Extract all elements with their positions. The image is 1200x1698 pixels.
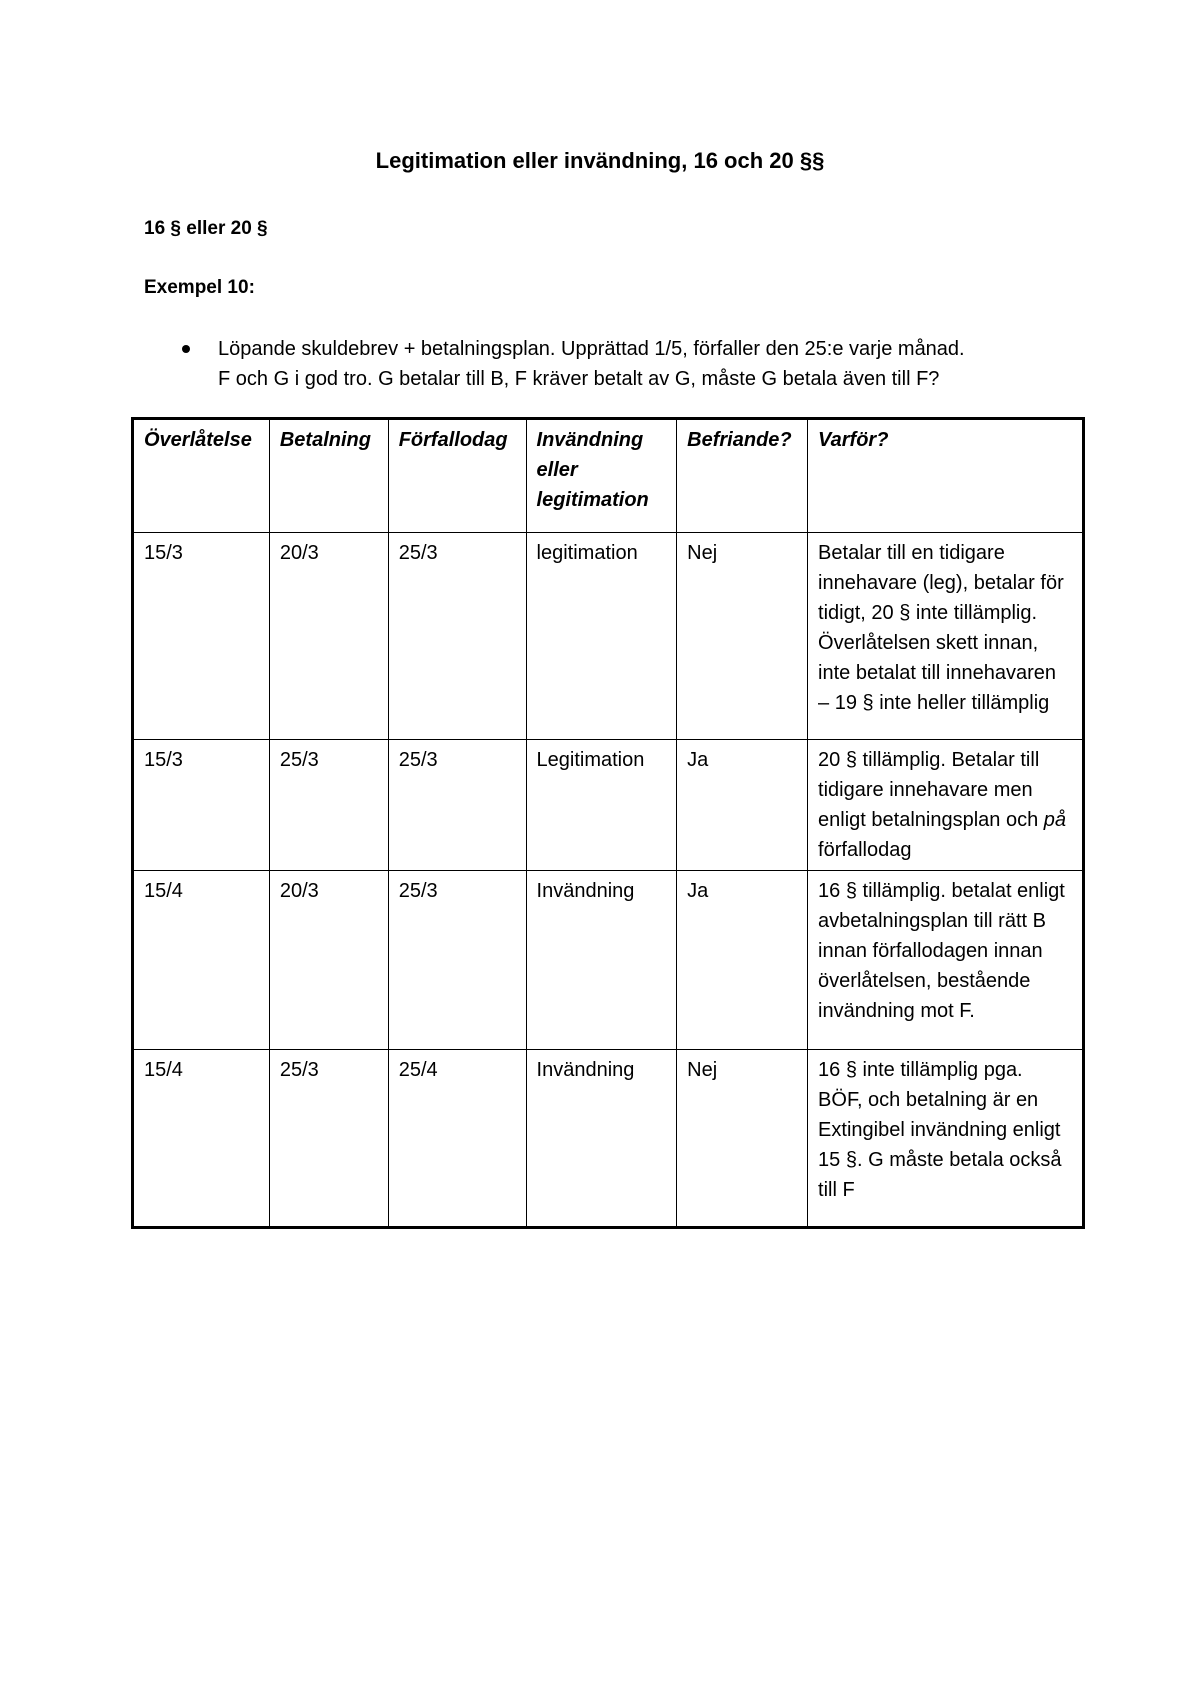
cell-forfallodag: 25/3 <box>388 871 526 1050</box>
cell-betalning: 20/3 <box>269 533 388 740</box>
table-row <box>133 871 1084 1050</box>
example-heading: Exempel 10: <box>144 277 255 298</box>
cell-varfor: 16 § inte tillämplig pga. BÖF, och betalning är en Extingibel invändning enligt 15 §. G måste betala också till F <box>808 1050 1084 1228</box>
cell-betalning: 25/3 <box>269 1050 388 1228</box>
cell-befriande: Nej <box>677 1050 808 1228</box>
cell-varfor: 16 § tillämplig. betalat enligt avbetalningsplan till rätt B innan förfallodagen innan överlåtelsen, bestående invändning mot F. <box>808 871 1084 1050</box>
cell-befriande: Ja <box>677 871 808 1050</box>
cell-typ: Invändning <box>526 871 677 1050</box>
bullet-icon <box>182 345 190 353</box>
payment-table <box>131 417 1085 1229</box>
cell-forfallodag: 25/4 <box>388 1050 526 1228</box>
header-varfor: Varför? <box>808 419 1084 533</box>
table-row <box>133 533 1084 740</box>
cell-varfor: Betalar till en tidigare innehavare (leg), betalar för tidigt, 20 § inte tillämplig. Överlåtelsen skett innan, inte betalat till innehavaren – 19 § inte heller tillämplig <box>808 533 1084 740</box>
cell-overlatelse: 15/3 <box>133 533 270 740</box>
bullet-item <box>144 334 1084 394</box>
bullet-line-1: Löpande skuldebrev + betalningsplan. Upprättad 1/5, förfaller den 25:e varje månad. <box>218 338 965 360</box>
cell-forfallodag: 25/3 <box>388 740 526 871</box>
header-betalning: Betalning <box>269 419 388 533</box>
cell-betalning: 20/3 <box>269 871 388 1050</box>
table-header-row <box>133 419 1084 533</box>
header-invandning-legitimation: Invändning eller legitimation <box>526 419 677 533</box>
header-forfallodag: Förfallodag <box>388 419 526 533</box>
table-row <box>133 1050 1084 1228</box>
document-title: Legitimation eller invändning, 16 och 20 §§ <box>375 148 825 173</box>
cell-overlatelse: 15/3 <box>133 740 270 871</box>
cell-befriande: Nej <box>677 533 808 740</box>
cell-varfor <box>808 740 1084 871</box>
section-heading: 16 § eller 20 § <box>144 218 268 239</box>
cell-overlatelse: 15/4 <box>133 1050 270 1228</box>
cell-typ: legitimation <box>526 533 677 740</box>
varfor-text-b: förfallodag <box>818 839 912 861</box>
header-befriande: Befriande? <box>677 419 808 533</box>
varfor-text-a: 20 § tillämplig. Betalar till tidigare innehavare men enligt betalningsplan och <box>818 749 1044 831</box>
cell-typ: Legitimation <box>526 740 677 871</box>
header-overlatelse: Överlåtelse <box>133 419 270 533</box>
cell-betalning: 25/3 <box>269 740 388 871</box>
varfor-text-emphasis: på <box>1043 809 1067 831</box>
cell-befriande: Ja <box>677 740 808 871</box>
cell-forfallodag: 25/3 <box>388 533 526 740</box>
cell-typ: Invändning <box>526 1050 677 1228</box>
table-row <box>133 740 1084 871</box>
bullet-line-2: F och G i god tro. G betalar till B, F kräver betalt av G, måste G betala även till F? <box>218 368 940 390</box>
cell-overlatelse: 15/4 <box>133 871 270 1050</box>
